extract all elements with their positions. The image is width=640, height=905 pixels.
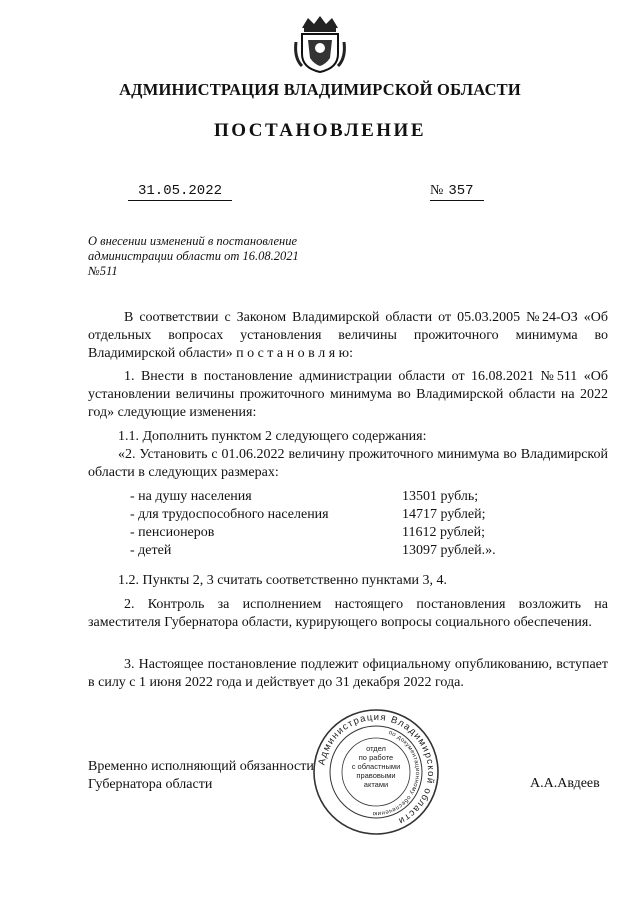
paragraph-clause-2-quote: «2. Установить с 01.06.2022 величину прожиточного минимума во Владимирской области в следующих размерах:	[88, 447, 608, 480]
subject-line: администрации области от 16.08.2021	[88, 249, 299, 263]
number-sign: №	[430, 183, 444, 198]
list-item-label: - на душу населения	[130, 489, 252, 504]
stamp-ring-text: Администрация Владимирской области	[316, 711, 437, 827]
document-date: 31.05.2022	[128, 183, 232, 201]
document-number	[430, 183, 484, 201]
paragraph-clause-3: 3. Настоящее постановление подлежит официальному опубликованию, вступает в силу с 1 июня 2022 года и действует до 31 декабря 2022 года.	[88, 657, 608, 690]
subject-line: О внесении изменений в постановление	[88, 234, 298, 248]
list-item-value: 11612 рублей;	[402, 525, 485, 540]
paragraph-clause-1: 1. Внести в постановление администрации области от 16.08.2021 №511 «Об установлении величины прожиточного минимума во Владимирской области на 2022 год» следующие изменения:	[88, 369, 608, 420]
list-item-value: 13097 рублей.».	[402, 543, 496, 558]
signatory-position	[88, 758, 314, 794]
coat-of-arms-emblem	[294, 14, 346, 74]
document-type-title: ПОСТАНОВЛЕНИЕ	[213, 120, 427, 141]
list-item-value: 13501 рубль;	[402, 489, 479, 504]
paragraph-clause-2: 2. Контроль за исполнением настоящего постановления возложить на заместителя Губернатора области, курирующего вопросы социального обеспечения.	[88, 597, 608, 630]
signatory-position-line: Временно исполняющий обязанности	[88, 759, 314, 774]
signatory-name: А.А.Авдеев	[530, 776, 600, 791]
list-item-value: 14717 рублей;	[402, 507, 486, 522]
paragraph-clause-1-1: 1.1. Дополнить пунктом 2 следующего содержания:	[118, 429, 427, 444]
document-subject	[88, 234, 318, 279]
subject-line: №511	[88, 264, 118, 278]
organization-title: АДМИНИСТРАЦИЯ ВЛАДИМИРСКОЙ ОБЛАСТИ	[119, 80, 521, 99]
stamp-inner-ring-text: по документационному обеспечению	[372, 730, 421, 817]
number-value: 357	[448, 183, 474, 199]
list-item-label: - пенсионеров	[130, 525, 215, 540]
paragraph-clause-1-2: 1.2. Пункты 2, 3 считать соответственно пунктами 3, 4.	[118, 573, 448, 588]
paragraph-preamble: В соответствии с Законом Владимирской области от 05.03.2005 №24-ОЗ «Об отдельных вопросах установления величины прожиточного минимума во Владимирской области» п о с т а н о в л я ю:	[88, 310, 608, 361]
list-item-label: - детей	[130, 543, 172, 558]
list-item-label: - для трудоспособного населения	[130, 507, 329, 522]
signatory-position-line: Губернатора области	[88, 777, 213, 792]
stamp-center-text: отдел по работе с областными правовыми актами	[351, 744, 401, 789]
